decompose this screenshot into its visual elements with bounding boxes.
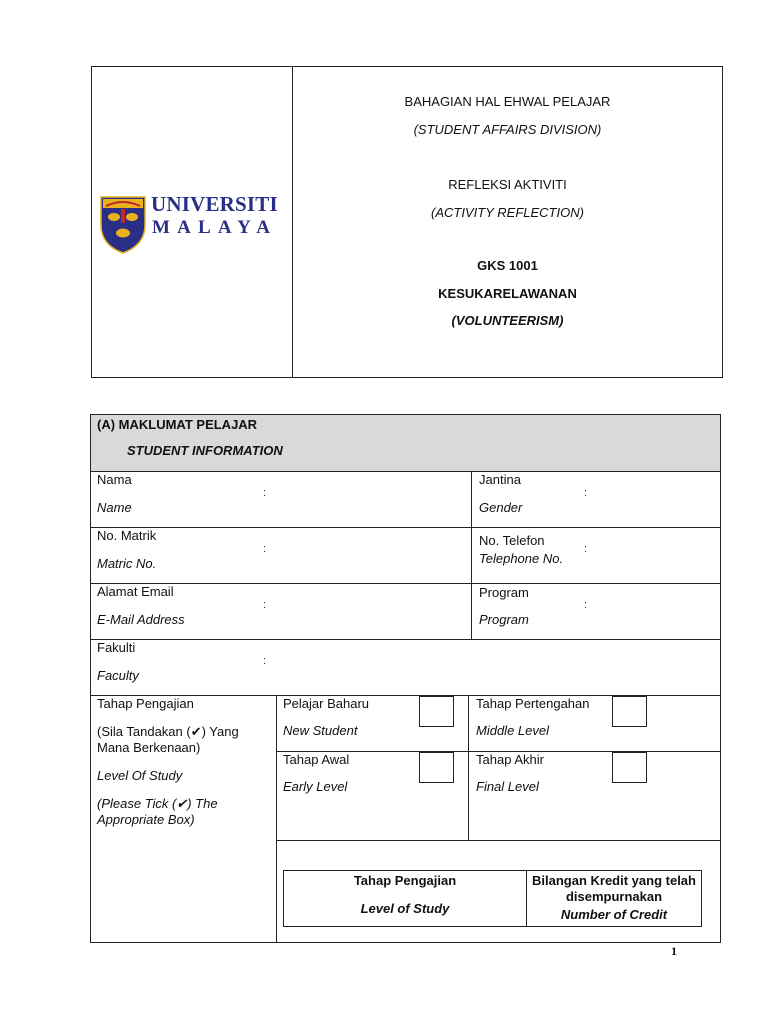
- option-early-level-ms: Tahap Awal: [283, 752, 350, 767]
- faculty-label-ms: Fakulti: [97, 640, 136, 655]
- credit-table-col2-ms: Bilangan Kredit yang telah disempurnakan: [532, 873, 696, 904]
- form-title-en: (ACTIVITY REFLECTION): [431, 205, 584, 220]
- student-information-form: [90, 414, 721, 943]
- logo-wordmark-malaya: MALAYA: [152, 217, 278, 238]
- matric-field[interactable]: [271, 531, 467, 579]
- section-a-title-en: STUDENT INFORMATION: [127, 443, 283, 458]
- email-colon: :: [263, 599, 267, 611]
- matric-colon: :: [263, 543, 267, 555]
- course-name-en: (VOLUNTEERISM): [451, 313, 564, 328]
- final-level-checkbox[interactable]: [612, 752, 647, 783]
- gender-label-en: Gender: [479, 500, 523, 515]
- logo-cell: [92, 67, 293, 377]
- logo-wordmark-universiti: UNIVERSITI: [151, 192, 278, 216]
- early-level-checkbox[interactable]: [419, 752, 454, 783]
- level-label-ms: Tahap Pengajian: [97, 696, 194, 711]
- option-middle-level-en: Middle Level: [476, 723, 549, 738]
- name-colon: :: [263, 487, 267, 499]
- credit-table-col2-en: Number of Credit: [560, 907, 668, 922]
- option-middle-level-ms: Tahap Pertengahan: [476, 696, 590, 711]
- email-field[interactable]: [271, 587, 467, 635]
- option-final-level-ms: Tahap Akhir: [476, 752, 544, 767]
- middle-level-checkbox[interactable]: [612, 696, 647, 727]
- level-label-en: Level Of Study: [97, 768, 183, 783]
- level-instruction-en: (Please Tick (✔) The Appropriate Box): [97, 796, 218, 827]
- name-field[interactable]: [271, 475, 467, 523]
- section-a-title-ms: (A) MAKLUMAT PELAJAR: [97, 417, 258, 432]
- option-early-level-en: Early Level: [283, 779, 348, 794]
- matric-label-en: Matric No.: [97, 556, 157, 571]
- university-crest-icon: [99, 195, 147, 255]
- name-label-en: Name: [97, 500, 132, 515]
- option-new-student-en: New Student: [283, 723, 358, 738]
- program-field[interactable]: [591, 587, 716, 635]
- program-colon: :: [584, 599, 588, 611]
- credit-table-col1-ms: Tahap Pengajian: [353, 873, 457, 888]
- new-student-checkbox[interactable]: [419, 696, 454, 727]
- name-label-ms: Nama: [97, 472, 132, 487]
- title-cell: [293, 67, 722, 377]
- email-label-ms: Alamat Email: [97, 584, 174, 599]
- page-number: 1: [671, 944, 677, 958]
- email-label-en: E-Mail Address: [97, 612, 185, 627]
- phone-field[interactable]: [591, 531, 716, 579]
- matric-label-ms: No. Matrik: [97, 528, 157, 543]
- form-header: [91, 66, 723, 378]
- faculty-field[interactable]: [271, 643, 716, 691]
- faculty-label-en: Faculty: [97, 668, 139, 683]
- credit-table: [283, 870, 702, 927]
- division-title-en: (STUDENT AFFAIRS DIVISION): [413, 122, 602, 137]
- program-label-en: Program: [479, 612, 529, 627]
- option-final-level-en: Final Level: [476, 779, 539, 794]
- faculty-colon: :: [263, 655, 267, 667]
- gender-label-ms: Jantina: [479, 472, 521, 487]
- phone-label-en: Telephone No.: [479, 551, 564, 566]
- option-new-student-ms: Pelajar Baharu: [283, 696, 369, 711]
- phone-colon: :: [584, 543, 588, 555]
- gender-field[interactable]: [591, 475, 716, 523]
- form-title-ms: REFLEKSI AKTIVITI: [448, 177, 567, 192]
- program-label-ms: Program: [479, 585, 529, 600]
- division-title-ms: BAHAGIAN HAL EHWAL PELAJAR: [404, 94, 611, 109]
- credit-table-col1-en: Level of Study: [360, 901, 450, 916]
- course-name-ms: KESUKARELAWANAN: [438, 286, 577, 301]
- gender-colon: :: [584, 487, 588, 499]
- course-code: GKS 1001: [477, 258, 538, 273]
- level-instruction-ms: (Sila Tandakan (✔) Yang Mana Berkenaan): [97, 724, 239, 755]
- phone-label-ms: No. Telefon: [479, 533, 545, 548]
